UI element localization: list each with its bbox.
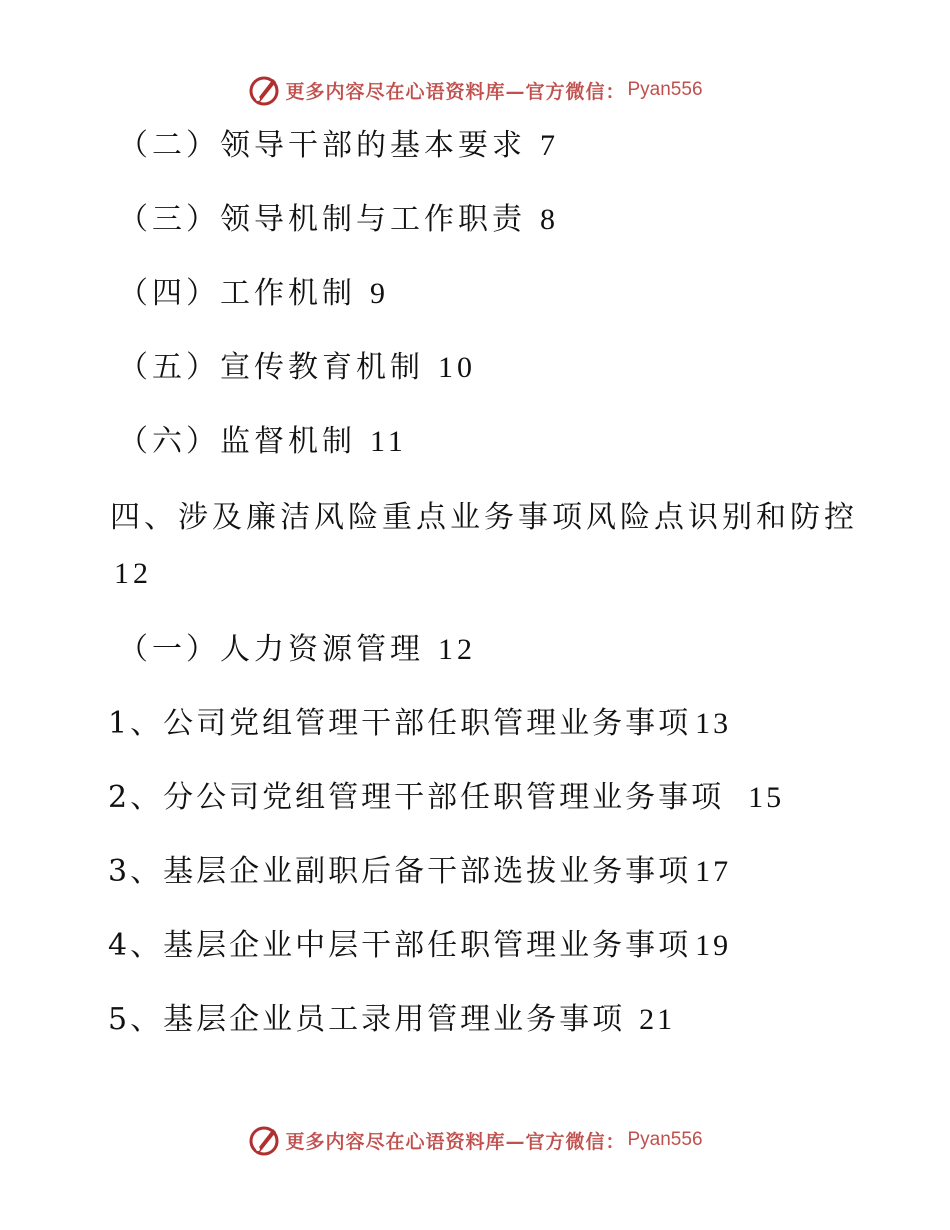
toc-entry-title: （六）监督机制 — [118, 424, 356, 459]
toc-entry — [118, 128, 559, 164]
toc-entry-title: （二）领导干部的基本要求 — [118, 128, 526, 163]
watermark-account: Pyan556 — [627, 1129, 703, 1150]
watermark-account: Pyan556 — [627, 79, 703, 100]
toc-entry-title: 1、公司党组管理干部任职管理业务事项 — [108, 706, 692, 741]
toc-entry-page: 8 — [540, 203, 559, 236]
toc-entry — [108, 706, 731, 742]
toc-entry-title: 四、涉及廉洁风险重点业务事项风险点识别和防控 — [110, 500, 858, 535]
toc-entry — [108, 780, 784, 816]
quill-pen-logo-icon — [247, 73, 281, 107]
toc-entry-section — [100, 490, 860, 602]
toc-entry-title: 4、基层企业中层干部任职管理业务事项 — [108, 928, 692, 963]
toc-entry — [118, 424, 407, 460]
toc-entry-title: （四）工作机制 — [118, 276, 356, 311]
toc-entry — [118, 202, 559, 238]
toc-entry-title: 5、基层企业员工录用管理业务事项 — [108, 1002, 626, 1037]
watermark-text: 更多内容尽在心语资料库—官方微信： — [285, 80, 626, 103]
toc-entry-page: 17 — [695, 855, 732, 888]
toc-entry-page: 13 — [695, 707, 732, 740]
toc-entry-title: 3、基层企业副职后备干部选拔业务事项 — [108, 854, 692, 889]
toc-entry — [108, 854, 731, 890]
toc-entry-page: 10 — [438, 351, 476, 384]
toc-entry — [118, 276, 389, 312]
toc-entry-title: （五）宣传教育机制 — [118, 350, 424, 385]
watermark-text: 更多内容尽在心语资料库—官方微信： — [285, 1130, 626, 1153]
toc-entry-page: 21 — [639, 1003, 676, 1036]
toc-entry-page: 7 — [540, 129, 559, 162]
toc-entry-page: 11 — [370, 425, 407, 458]
toc-entry-title: 2、分公司党组管理干部任职管理业务事项 — [108, 780, 725, 815]
toc-entry-page: 12 — [438, 633, 476, 666]
toc-entry-title: （一）人力资源管理 — [118, 632, 424, 667]
toc-entry-page: 15 — [748, 781, 785, 814]
toc-entry-page: 9 — [370, 277, 389, 310]
toc-entry — [108, 1002, 675, 1038]
toc-entry — [118, 632, 476, 668]
toc-entry-page: 19 — [695, 929, 732, 962]
toc-entry-title: （三）领导机制与工作职责 — [118, 202, 526, 237]
quill-pen-logo-icon — [247, 1123, 281, 1157]
header-watermark — [0, 70, 950, 110]
footer-watermark — [0, 1120, 950, 1160]
toc-entry — [118, 350, 476, 386]
toc-entry — [108, 928, 731, 964]
toc-entry-page: 12 — [114, 557, 152, 590]
